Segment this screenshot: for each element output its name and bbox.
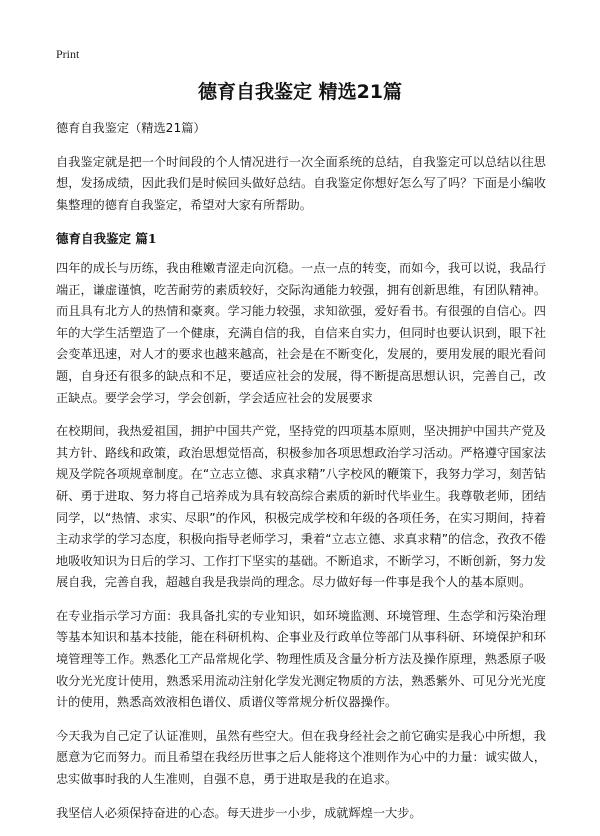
body-paragraph: 今天我为自己定了认证准则，虽然有些空大。但在我身经社会之前它确实是我心中所想，我愿意为它而努力。而且希望在我经历世事之后人能将这个准则作为心中的力量：诚实做人，忠实做事时我的人生准则，自强不息，勇于进取是我的在追求。 [56, 728, 546, 787]
article-body [56, 118, 546, 836]
body-paragraph: 四年的成长与历练，我由稚嫩青涩走向沉稳。一点一点的转变，而如今，我可以说，我品行端正，谦虚谨慎，吃苦耐劳的素质较好，交际沟通能力较强，拥有创新思维，有团队精神。而且具有北方人的热情和豪爽。学习能力较强，求知欲强，爱好看书。有很强的自信心。四年的大学生活塑造了一个健康，充满自信的我，自信来自实力，但同时也要认识到，眼下社会变革迅速，对人才的要求也越来越高，社会是在不断变化，发展的，要用发展的眼光看问题，自身还有很多的缺点和不足，要适应社会的发展，得不断提高思想认识，完善自己，改正缺点。要学会学习，学会创新，学会适应社会的发展要求 [56, 260, 546, 405]
section-heading: 德育自我鉴定 篇1 [56, 231, 157, 247]
body-paragraph: 我坚信人必须保持奋进的心态。每天进步一小步，成就辉煌一大步。 [56, 805, 422, 820]
article-subtitle: 德育自我鉴定（精选21篇） [56, 121, 206, 135]
print-link[interactable]: Print [56, 47, 80, 61]
body-paragraph: 在专业指示学习方面：我具备扎实的专业知识，如环境监测、环境管理、生态学和污染治理等基本知识和基本技能，能在科研机构、企事业及行政单位等部门从事科研、环境保护和环境管理等工作。熟悉化工产品常规化学、物理性质及含量分析方法及操作原理，熟悉原子吸收分光光度计使用，熟悉采用流动注射化学发光测定物质的方法，熟悉紫外、可见分光光度计的使用，熟悉高效液相色谱仪、质谱仪等常规分析仪器操作。 [56, 608, 546, 710]
intro-paragraph: 自我鉴定就是把一个时间段的个人情况进行一次全面系统的总结，自我鉴定可以总结以往思想，发扬成绩，因此我们是时候回头做好总结。自我鉴定你想好怎么写了吗？下面是小编收集整理的德育自我鉴定，希望对大家有所帮助。 [56, 154, 546, 212]
page-title: 德育自我鉴定 精选21篇 [197, 81, 403, 103]
body-paragraph: 在校期间，我热爱祖国，拥护中国共产党，坚持党的四项基本原则，坚决拥护中国共产党及其方针、路线和政策，政治思想觉悟高，积极参加各项思想政治学习活动。严格遵守国家法规及学院各项规章制度。在“立志立德、求真求精”八字校风的鞭策下，我努力学习，刻苦钻研、勇于进取、努力将自己培养成为具有较高综合素质的新时代毕业生。我尊敬老师，团结同学，以“热情、求实、尽职”的作风，积极完成学校和年级的各项任务，在实习期间，持着主动求学的学习态度，积极向指导老师学习，秉着“立志立德、求真求精”的信念，孜孜不倦地吸收知识为日后的学习、工作打下坚实的基础。不断追求，不断学习，不断创新，努力发展自我，完善自我，超越自我是我崇尚的理念。尽力做好每一件事是我个人的基本原则。 [56, 424, 546, 590]
